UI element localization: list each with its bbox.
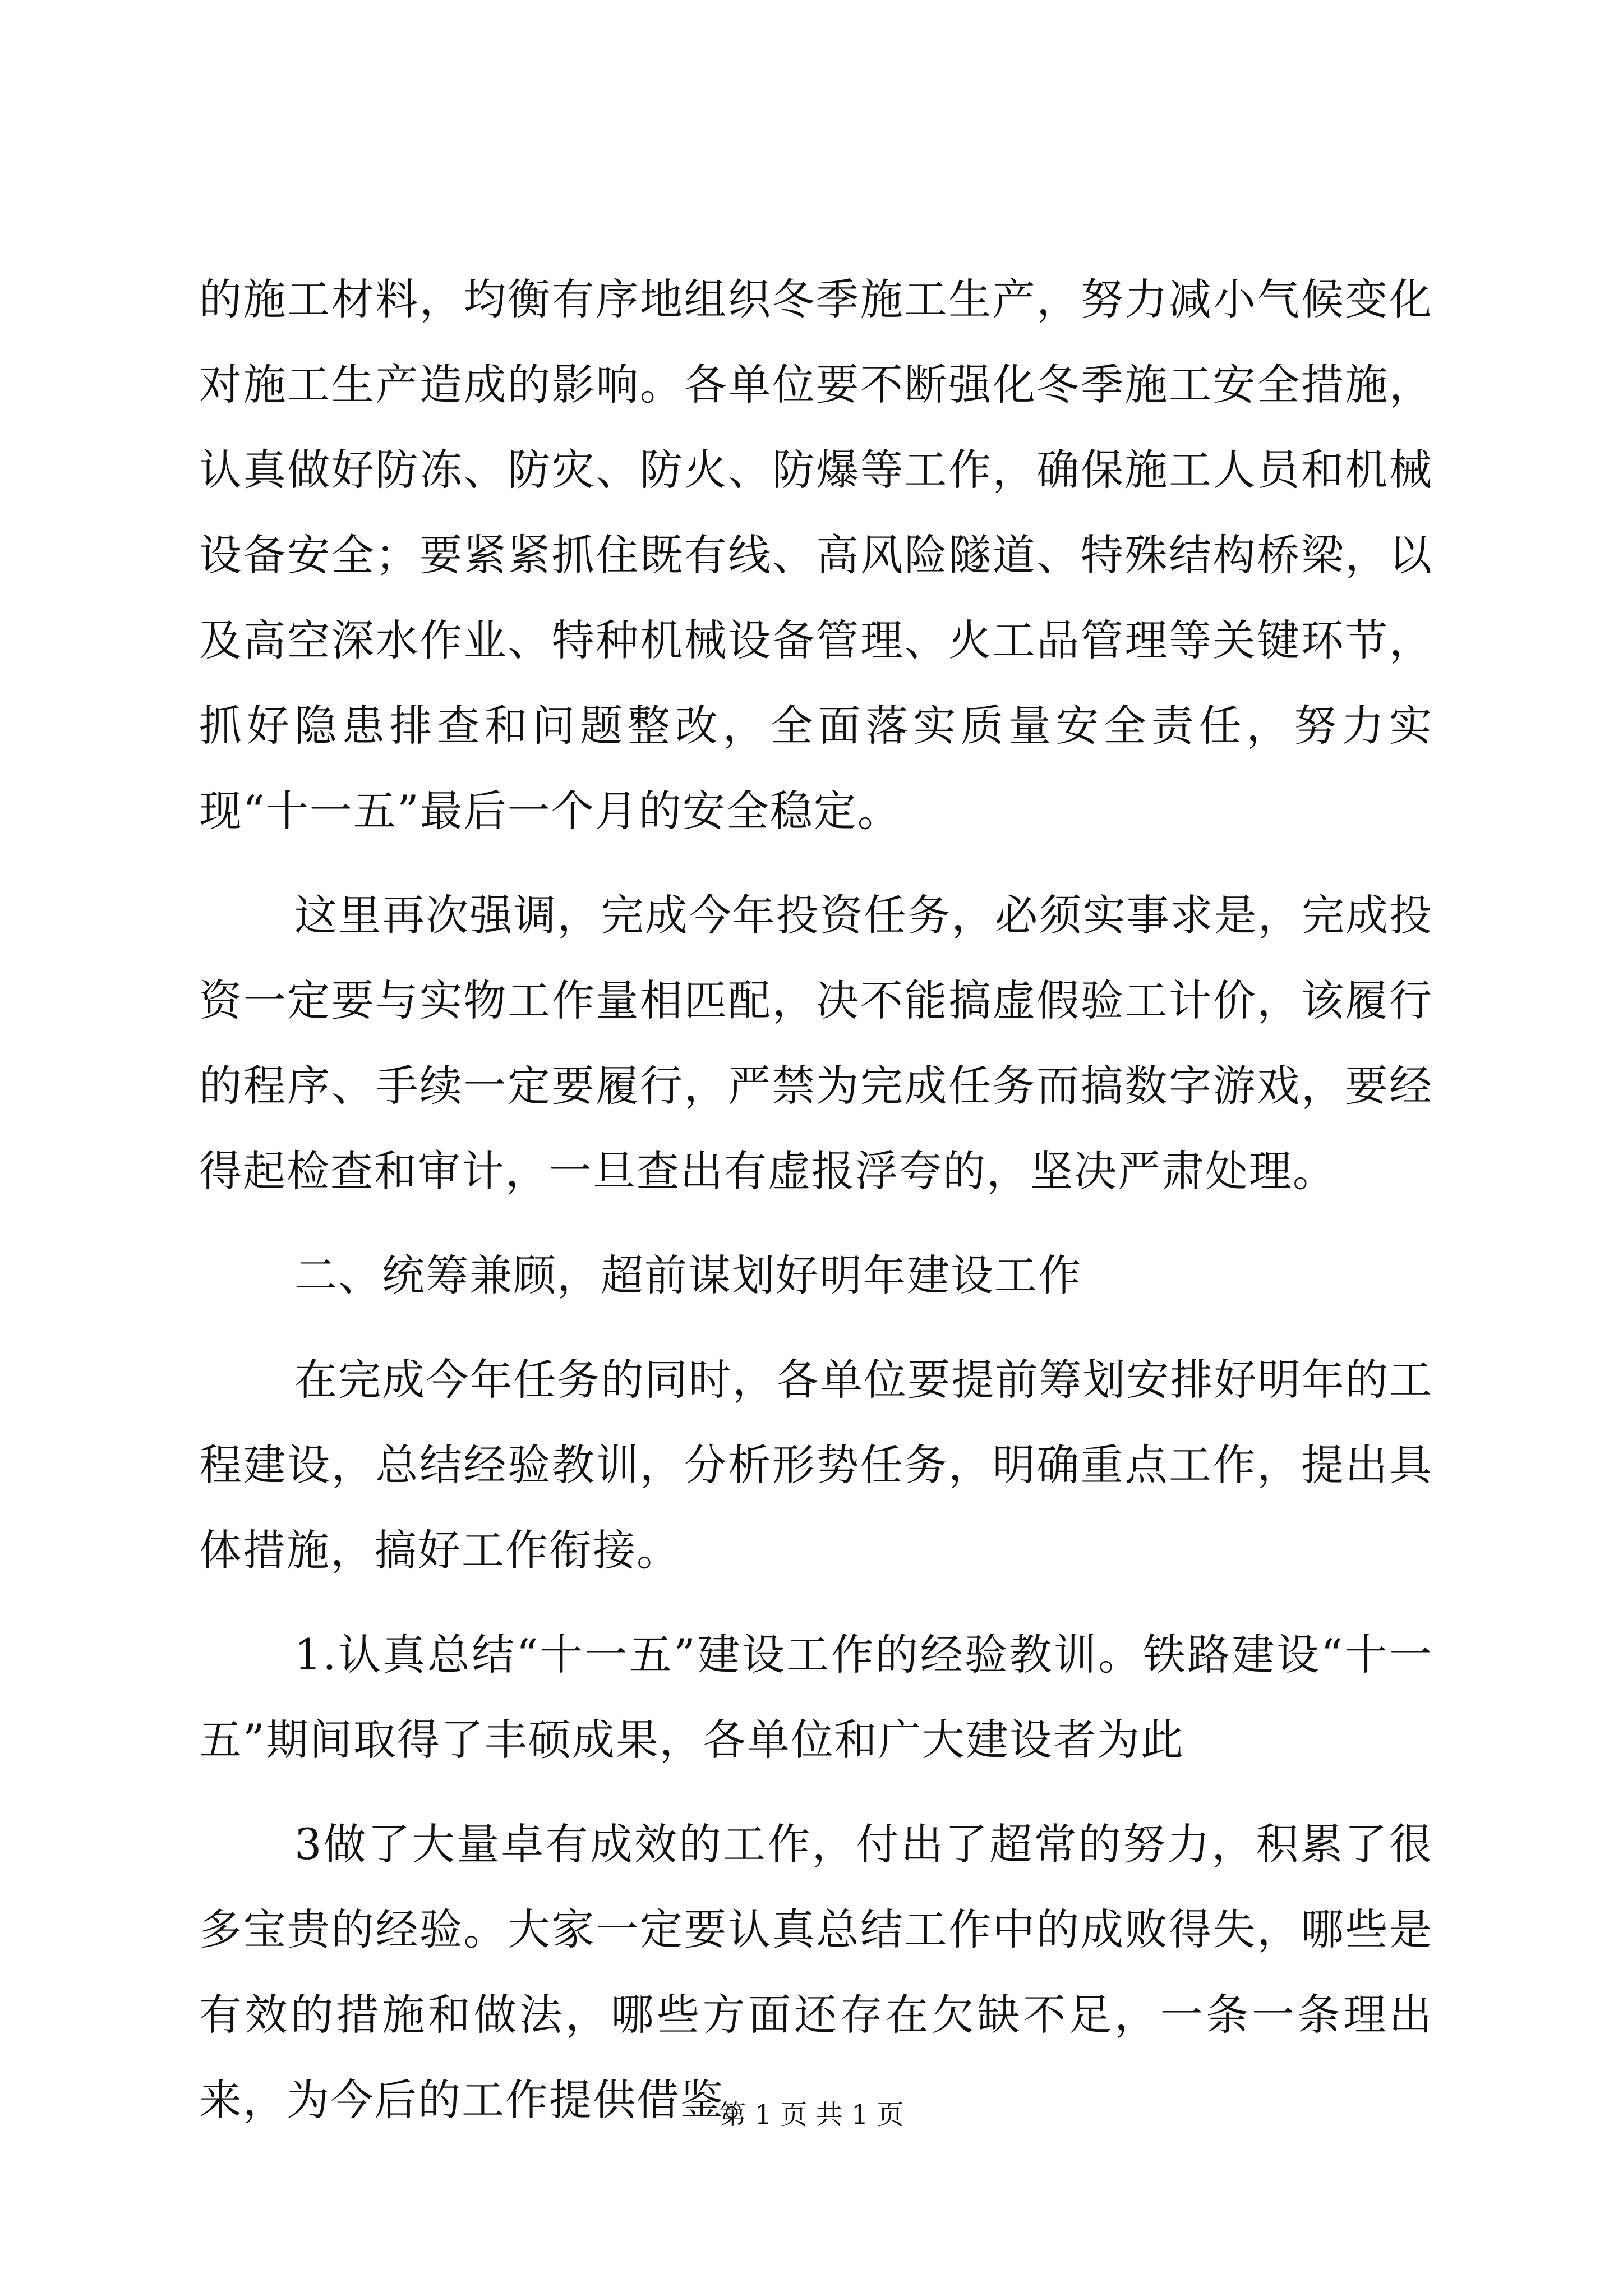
paragraph-intro: 在完成今年任务的同时，各单位要提前筹划安排好明年的工程建设，总结经验教训，分析形势任务，明确重点工作，提出具体措施，搞好工作衔接。 <box>199 1355 1433 1575</box>
document-body <box>199 257 1433 2143</box>
paragraph-emphasis: 这里再次强调，完成今年投资任务，必须实事求是，完成投资一定要与实物工作量相匹配，决不能搞虚假验工计价，该履行的程序、手续一定要履行，严禁为完成任务而搞数字游戏，要经得起检查和审计，一旦查出有虚报浮夸的，坚决严肃处理。 <box>199 890 1433 1196</box>
paragraph-item-1: 1.认真总结“十一五”建设工作的经验教训。铁路建设“十一五”期间取得了丰硕成果，各单位和广大建设者为此 <box>199 1630 1433 1765</box>
page-footer: 第 1 页 共 1 页 <box>719 2099 904 2131</box>
section-heading: 二、统筹兼顾，超前谋划好明年建设工作 <box>294 1250 1082 1300</box>
paragraph-item-1-continued: 3做了大量卓有成效的工作，付出了超常的努力，积累了很多宝贵的经验。大家一定要认真总结工作中的成败得失，哪些是有效的措施和做法，哪些方面还存在欠缺不足，一条一条理出来，为今后的工作提供借鉴。 <box>199 1819 1433 2125</box>
paragraph-continued: 的施工材料，均衡有序地组织冬季施工生产，努力减小气候变化对施工生产造成的影响。各单位要不断强化冬季施工安全措施，认真做好防冻、防灾、防火、防爆等工作，确保施工人员和机械设备安全；要紧紧抓住既有线、高风险隧道、特殊结构桥梁，以及高空深水作业、特种机械设备管理、火工品管理等关键环节，抓好隐患排查和问题整改，全面落实质量安全责任，努力实现“十一五”最后一个月的安全稳定。 <box>199 274 1433 836</box>
